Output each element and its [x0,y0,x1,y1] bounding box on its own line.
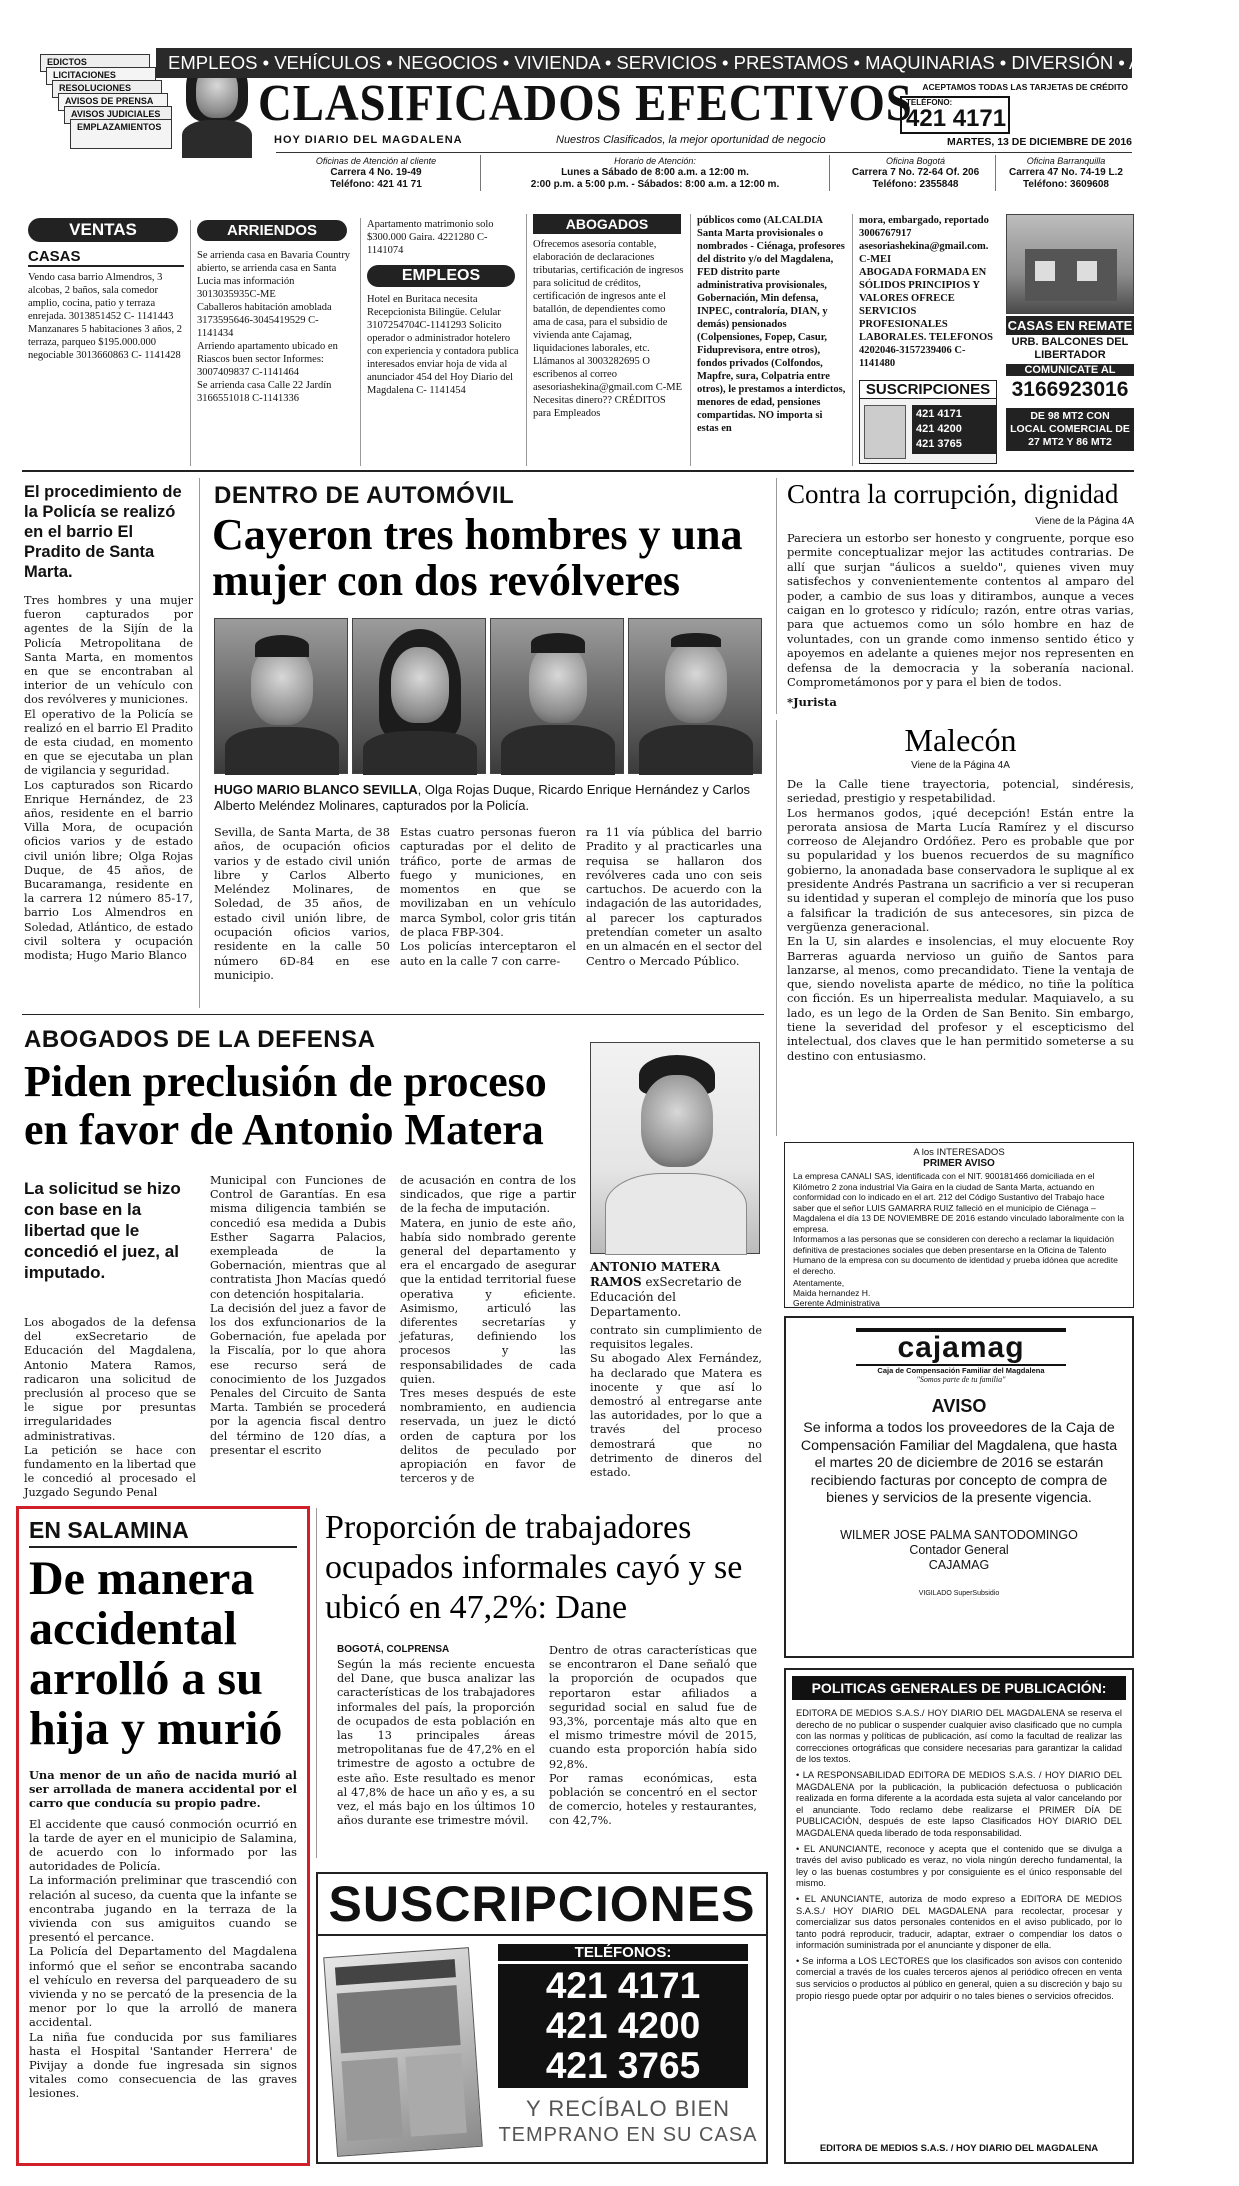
cajamag-sign1: WILMER JOSE PALMA SANTODOMINGO [840,1528,1078,1542]
politicas-title: POLITICAS GENERALES DE PUBLICACIÓN: [792,1676,1126,1700]
empleos-block [360,218,520,466]
abogados-tag: ABOGADOS [533,214,681,234]
photo-ricardo-enrique [490,618,624,774]
mora-text: mora, embargado, reportado 3006767917 asesoriashekina@gmail.com. C-MEI ABOGADA FORMADA EN SÓLIDOS PRINCIPIOS Y VALORES OFRECE SERVICIOS PROFESIONALES LABORALES. TELEFONOS 4202046-3157239406 C-1141480 [859,215,994,369]
suscripciones-small-box [859,380,997,464]
masthead-tagline: Nuestros Clasificados, la mejor oportunidad de negocio [556,134,826,146]
newspaper-thumb [864,405,906,459]
ventas-sub: CASAS [28,248,184,267]
masthead [36,48,1239,196]
matera-caption-name: ANTONIO MATERA RAMOS [590,1260,721,1289]
photo-olga-rojas [352,618,486,774]
salamina-headline: De manera accidental arrolló a su hija y murió [29,1552,283,1755]
article-automovil [24,478,764,1008]
divider [22,1014,764,1015]
automovil-caption [214,782,764,814]
matera-headline: Piden preclusión de proceso en favor de Antonio Matera [24,1057,547,1154]
office-label: Oficina Bogotá [885,156,946,166]
phone-line: 421 4171 [916,408,962,420]
cajamag-title: AVISO [931,1396,987,1416]
remate-title: CASAS EN REMATE [1007,318,1133,333]
empleos-text: Hotel en Buritaca necesita Recepcionista Bilingüe. Celular 3107254704C-1141293 Solicito operador o administrador hotelero con experiencia y contadora publica interesados enviar hoja de vida al anunciador 454 del Hoy Diario del Magdalena C- 1141454 [367,294,519,396]
folder-tab-emplazamientos: EMPLAZAMIENTOS [70,119,172,149]
office-label: Oficinas de Atención al cliente [315,156,437,166]
column-malecon [776,720,1134,1136]
folder-tab-avisos-judiciales: AVISOS JUDICIALES [64,106,172,124]
office-line: 2:00 p.m. a 5:00 p.m. - Sábados: 8:00 a.m. a 12:00 m. [530,179,780,190]
article-dane [316,1508,768,1858]
cajamag-logo [856,1328,1066,1388]
corrupcion-body: Pareciera un estorbo ser honesto y congruente, porque eso permite conceptualizar mejor las actitudes contrarias. De allí que surjan "áulicos a sueldo", quienes viven muy satisfechos y convenientemente contentos al amparo del poder, a cambio de sus loas y ditirambos, aunque a veces caigan en lo grotesco y ridículo; razón, entre otras varias, para que actuemos como un sólo hombre en haz de voluntades, con un grande como inmenso sentido ético y apoyemos en adelante a quienes mejor nos representen en defensa de la democracia y la soberanía nacional. Comprometámonos por y para el bien de todos. [787,531,1134,690]
photo-carlos-alberto [628,618,762,774]
cajamag-footer: VIGILADO SuperSubsidio [918,1590,1000,1597]
politicas-item: EDITORA DE MEDIOS S.A.S./ HOY DIARIO DEL MAGDALENA se reserva el derecho de no publicar o suspender cualquier aviso clasificado que no cumpla con las normas y políticas de publicación, así como la facultad de realizar las correcciones ortográficas que considere necesarias para garantizar la calidad de los textos. [796,1708,1122,1765]
empleos-tag: EMPLEOS [367,265,515,287]
matera-col3: contrato sin cumplimiento de requisitos legales. Su abogado Alex Fernández, ha declarado que Matera es inocente y que así lo demostró al entregarse ante las autoridades, por lo que a través del proceso demostrará que no detrimento de dineros del estado. [590,1324,762,1480]
salamina-body: El accidente que causó conmoción ocurrió en la tarde de ayer en el municipio de Salamina, de acuerdo con lo informado por las autoridades de Policía. La información preliminar que trascendió con relación al suceso, da cuenta que la infante se encontraba jugando en la terraza de la vivienda con sus amiguitos cuando se presentó el percance. La Policía del Departamento del Magdalena informó que el señor se encontraba sacando el vehículo en reversa del parqueadero de su vivienda y no se percató de la presencia de la menor por lo que la arrolló de manera accidental. La niña fue conducida por sus familiares hasta el Hospital 'Santander Herrera' de Pivijay a donde fue ingresada sin signos vitales como consecuencia de las graves lesiones. [29,1816,297,2101]
newspaper-photo [323,1947,483,2157]
automovil-col1: Sevilla, de Santa Marta, de 38 años, de ocupación oficios varios y de estado civil unión libre y Carlos Alberto Meléndez Molinares, de Soledad, de 35 años, de estado civil unión libre, de ocupación oficios varios, residente en la calle 50 número 6D-84 en ese municipio. [214,826,390,982]
politicas-footer: EDITORA DE MEDIOS S.A.S. / HOY DIARIO DEL MAGDALENA [819,2143,1099,2154]
arriendos-text: Se arrienda casa en Bavaria Country abierto, se arrienda casa en Santa Lucia mas información 3013035935C-ME Caballeros habitación amoblada 3173595646-3045419529 C- 1141434 Arriendo apartamento ubicado en Riascos buen sector Informes: 3007409837 C-1141464 Se arrienda casa Calle 22 Jardín 3166551018 C-1141336 [197,250,351,404]
photo-hugo-mario [214,618,348,774]
arriendos-cont-text: Apartamento matrimonio solo $300.000 Gaira. 4221280 C- 1141074 [367,219,494,256]
abogados-cont: públicos como (ALCALDIA Santa Marta provisionales o nombrados - Ciénaga, profesores del distrito y/o del Magdalena, FED distrito parte administrativa provisionales, Gobernación, Min defensa, INPEC, contraloría, DIAN, y demás) pensionados (Colpensiones, Fopep, Casur, Fiduprevisora, entre otros), fondos privados (Colfondos, Mapfre, sura, Colpatria entre otros), le prestamos a interdictos, menores de edad, pensiones compartidas. NO importa si estas en [690,214,846,466]
phone-label: TELÉFONO: [906,98,953,107]
folder-tab-resoluciones: RESOLUCIONES [52,80,162,98]
suscripciones-cta1: Y RECÍBALO BIEN [525,2096,731,2121]
canali-sign2: Maida hernandez H. [793,1288,871,1298]
side-body: Tres hombres y una mujer fueron capturados por agentes de la Sijín de la Policía Metropolitana de Santa Marta, en momentos en que se encontraban al interior de un vehículo con dos revólveres y municiones. El operativo de la Policía se realizó en el barrio El Pradito de esta ciudad, en momento en que se ejecutaba un plan de vigilancia y seguridad. Los capturados son Ricardo Enrique Hernández, de 23 años, residente en el barrio Villa Mora, de ocupación oficios varios y de estado civil unión libre; Olga Rojas Duque, de 45 años, de Bucaramanga, residente en la carrera 12 número 85-17, barrio Los Almendros en Soledad, Atlántico, de estado civil soltera y ocupación modista; Hugo Mario Blanco [24,594,193,963]
suscripciones-phone: 421 4200 [545,2005,701,2046]
abogados-text: Ofrecemos asesoría contable, elaboración de declaraciones tributarias, certificación de ingresos para solicitud de créditos, certificación de ingresos ante el batallón, de dependientes como ama de casa, para el subsidio de vivienda ante Cajamag, liquidaciones laborales, etc. Llámanos al 3003282695 O escribenos al correo asesoriashekina@gmail.com C-ME Necesitas dinero?? CRÉDITOS para Empleados [533,239,684,419]
cajamag-logo-motto: "Somos parte de tu familia" [916,1375,1006,1384]
caption-rest: , Olga Rojas Duque, Ricardo Enrique Hernández y Carlos Alberto Meléndez Molinares, capturados por la Policía. [214,782,751,813]
side-lead: El procedimiento de la Policía se realizó en el barrio El Pradito de Santa Marta. [24,483,182,581]
article-matera [24,1018,764,1500]
phone-box [900,96,1010,134]
side-column [24,478,200,1008]
notice-canali [784,1142,1134,1308]
folder-tab-edictos: EDICTOS [40,54,150,72]
office-line: Teléfono: 2355848 [872,179,959,190]
salamina-lead: Una menor de un año de nacida murió al ser arrollada de manera accidental por el carro que conducía su propio padre. [29,1768,297,1811]
folder-tab-licitaciones: LICITACIONES [46,67,156,85]
cajamag-logo-sub: Caja de Compensación Familiar del Magdalena [877,1366,1045,1375]
phone-number: 421 4171 [906,105,1007,132]
remate-cta: COMUNICATE AL [1006,364,1134,376]
politicas-item: • EL ANUNCIANTE, reconoce y acepta que el contenido que se divulga a través del aviso publicado es veraz, no viola ningún derecho fundamental, la ley o las buenas costumbres y por consiguiente es el único responsable del mismo. [796,1843,1122,1889]
masthead-subtitle: HOY DIARIO DEL MAGDALENA [274,134,463,146]
salamina-kicker: EN SALAMINA [29,1517,297,1548]
folder-tab-avisos-prensa: AVISOS DE PRENSA [58,93,168,111]
cajamag-sign [786,1528,1132,1573]
arriendos-block [190,220,354,466]
office-label: Oficina Barranquilla [1026,156,1106,166]
ventas-block [28,218,184,466]
matera-kicker: ABOGADOS DE LA DEFENSA [24,1026,376,1053]
office-line: Carrera 4 No. 19-49 [330,167,422,178]
offices-row [276,152,1132,196]
suscripciones-phone: 421 4171 [545,1965,701,2006]
office-line: Carrera 47 No. 74-19 L.2 [1009,167,1123,178]
dane-dateline: BOGOTÁ, COLPRENSA [337,1644,450,1655]
mora-block [852,214,1000,466]
canali-sign3: Gerente Administrativa [793,1298,880,1308]
automovil-col2: Estas cuatro personas fueron capturadas por el delito de tráfico, porte de armas de fuego y municiones, en momentos en que se movilizaban en un vehículo marca Symbol, color gris titán de placa FBP-304. Los policías interceptaron el auto en la calle 7 con carre- [400,826,576,968]
masthead-date: MARTES, 13 DE DICIEMBRE DE 2016 [947,136,1132,148]
suscripciones-title: SUSCRIPCIONES [318,1874,766,1936]
remate-details [1006,408,1134,451]
office-line: Teléfono: 3609608 [1023,179,1109,190]
remate-phone: 3166923016 [1011,378,1129,401]
canali-sub: PRIMER AVISO [923,1158,995,1169]
masthead-title: CLASIFICADOS EFECTIVOS [258,75,913,132]
cajamag-logo-text: cajamag [856,1328,1066,1366]
house-photo [1006,214,1134,314]
matera-col0: Los abogados de la defensa del exSecretario de Educación del Magdalena, Antonio Matera Ramos, radicaron una solicitud de preclusión al proceso que se le sigue por presuntas irregularidades administrativas. La petición se hace con fundamento en la libertad que le concedió al procesado el Juzgado Segundo Penal [24,1316,196,1500]
automovil-col3: ra 11 vía pública del barrio Pradito y al practicarles una requisa se hallaron dos revólveres cada uno con seis cartuchos. De acuerdo con la indagación de las autoridades, al parecer los capturados pretendían cometer un asalto en un almacén en el sector del Centro o Mercado Público. [586,826,762,968]
office-line: Lunes a Sábado de 8:00 a.m. a 12:00 m. [561,167,749,178]
matera-caption [590,1260,762,1320]
cajamag-sign3: CAJAMAG [928,1558,990,1572]
office-barranquilla [1000,155,1132,191]
ventas-text: Vendo casa barrio Almendros, 3 alcobas, 2 baños, sala comedor amplio, cocina, patio y terraza enrejada. 3013851452 C- 1141443 Manzanares 5 habitaciones 3 años, 2 terraza, parqueo $195.000.000 negociable 3013660863 C- 1141428 [28,272,182,361]
suscripciones-small-phones [912,405,996,454]
phone-line: 421 3765 [916,438,962,450]
arriendos-tag: ARRIENDOS [197,220,347,241]
dane-col2: Dentro de otras características que se encontraron el Dane señaló que la proporción de ocupados que reportaron estar afiliados a seguridad social en salud fue de 93,3%, porcentaje más alto que en el mismo trimestre móvil de 2015, cuando esta proporción había sido 92,8%. Por ramas económicas, esta población se concentró en el sector de comercio, hoteles y restaurantes, con 42,7%. [549,1644,757,1828]
canali-body: La empresa CANALI SAS, identificada con el NIT. 900181466 domiciliada en el Kilómetro 2 zona industrial Via Gaira en la ciudad de Santa Marta, actuando en conformidad con lo indicado en el art. 212 del Código Sustantivo del Trabajo hace saber que el señor LUIS GAMARRA RUIZ falleció en el municipio de Ciénaga – Magdalena el día 13 DE NOVIEMBRE DE 2016 estando vinculado laboralmente con la empresa. Informamos a las personas que se consideren con derecho a reclamar la liquidación definitiva de prestaciones sociales que deben presentarse en la Oficina de Talento Humano de la empresa con su documento de identidad y prueba idónea que acredite el derecho. [793,1171,1125,1276]
office-label: Horario de Atención: [614,156,696,166]
photo-antonio-matera [590,1042,760,1254]
cajamag-body: Se informa a todos los proveedores de la Caja de Compensación Familiar del Magdalena, que hasta el martes 20 de diciembre de 2016 se estarán recibiendo facturas por concepto de compra de bienes y servicios de la presente vigencia. [800,1420,1118,1506]
suscripciones-phones [498,1964,748,2088]
phone-line: 421 4200 [916,423,962,435]
article-salamina-box [16,1506,310,2166]
office-line: Carrera 7 No. 72-64 Of. 206 [851,167,980,178]
remate-sub: URB. BALCONES DEL LIBERTADOR [1011,336,1129,361]
folder-stack [40,54,172,150]
cards-note: ACEPTAMOS TODAS LAS TARJETAS DE CRÉDITO [922,82,1128,92]
malecon-ref: Viene de la Página 4A [911,760,1010,771]
automovil-kicker: DENTRO DE AUTOMÓVIL [214,482,515,509]
remate-line: LOCAL COMERCIAL DE [1010,423,1130,435]
canali-sign1: Atentamente, [793,1278,845,1288]
divider [22,470,1134,472]
malecon-title: Malecón [904,722,1017,758]
remate-line: 27 MT2 Y 86 MT2 [1028,436,1112,448]
cajamag-sign2: Contador General [909,1543,1009,1557]
politicas-box [784,1668,1134,2164]
office-hours [480,155,830,191]
mugshots [214,618,764,778]
office-line: Teléfono: 421 41 71 [330,179,422,190]
caption-names: HUGO MARIO BLANCO SEVILLA [214,782,418,797]
corrupcion-title: Contra la corrupción, dignidad [787,479,1119,509]
matera-col1: Municipal con Funciones de Control de Garantías. En esa misma diligencia también se concedió esa medida a Dubis Esther Sagarra Palacios, exempleada de la Gobernación, mientras que al contratista Jhon Macías quedó con detención hospitalaria. La decisión del juez a favor de los dos exfuncionarios de la Gobernación, fue apelada por la Fiscalía, por lo que ahora ese recurso será de conocimiento de los Juzgados Penales del Circuito de Santa Marta. También se procederá por la agencia fiscal dentro del término de 120 días, a presentar el escrito [210,1174,386,1457]
politicas-item: • EL ANUNCIANTE, autoriza de modo expreso a EDITORA DE MEDIOS S.A.S./ HOY DIARIO DEL MAGDALENA para recolectar, procesar y comercializar sus datos personales contenidos en el aviso publicado, por lo tanto podrá reproducir, traducir, adaptar, extraer o compendiar los datos o información suministrada por el anunciante y disponer de ella. [796,1893,1122,1951]
abogados-block [526,214,684,466]
politicas-item: • Se informa a LOS LECTORES que los clasificados son avisos con contenido comercial a través de los cuales terceros ajenos al periódico ofrecen en venta sus servicios o productos al público en general, quien a su discreción y bajo su propio riesgo puede optar por adquirir o no tales bienes o servicios ofrecidos. [796,1955,1122,2001]
matera-col2: de acusación en contra de los sindicados, que rige a partir de la fecha de imputación. Matera, en junio de este año, había sido nombrado gerente general del departamento y era el encargado de asegurar que la entidad territorial fuese operativa y eficiente. Asimismo, articuló las diferentes secretarías y jefaturas, definiendo los procesos y las responsabilidades de cada quien. Tres meses después de este nombramiento, en audiencia reservada, un juez le dictó orden de captura por los delitos de peculado por apropiación en favor de terceros y de [400,1174,576,1486]
column-corrupcion [776,478,1134,714]
suscripciones-cta2: TEMPRANO EN SU CASA [498,2124,758,2146]
politicas-items [786,1706,1132,2008]
automovil-headline: Cayeron tres hombres y una mujer con dos revólveres [212,510,743,605]
corrupcion-ref: Viene de la Página 4A [1035,516,1134,527]
dane-headline: Proporción de trabajadores ocupados informales cayó y se ubicó en 47,2%: Dane [325,1509,743,1626]
malecon-body: De la Calle tiene trayectoria, potencial, sindéresis, seriedad, prestigio y respetabilidad. Los hermanos godos, ¡qué decepción! Están entre la perorata ansiosa de Marta Lucía Ramírez y el discurso correoso de Alejandro Ordóñez. Pero es probable que por su popularidad y los buenos recuerdos de su magnífico gobierno, la anonadada base conservadora le suplique al ex presidente Andrés Pastrana un sacrificio a ver si recuperan su identidad y superan el complejo de minoría que los puso a falsificar la tradición de sus antecesores, sin pizca de vergüenza generacional. En la U, sin alardes e insolencias, el muy elocuente Roy Barreras aguarda nervioso un guiño de Santos para lanzarse, al menos, como precandidato. Tiene la ventaja de que, siendo novelista aparte de médico, no tiñe la política con ficción. Es un hiperrealista medular. Maquiavelo, a su lado, es un lego de la Orden de San Benito. Sin embargo, tiene la severidad del profesor y el escepticismo del intelectual, dos claves que le han permitido someterse a su destino con entusiasmo. [787,777,1134,1063]
suscripciones-small-title: SUSCRIPCIONES [860,381,996,399]
remate-block [1006,214,1134,466]
classifieds-section [24,212,1134,467]
matera-lead: La solicitud se hizo con base en la libertad que le concedió el juez, al imputado. [24,1179,181,1282]
dane-col1: Según la más reciente encuesta del Dane, que busca analizar las características de los trabajadores informales del país, la proporción de ocupados de esta población en las 13 principales áreas metropolitanas fue de 47,2% en el trimestre de agosto a octubre de este año. Este resultado es menor al 47,8% de hace un año y es, a su vez, el más bajo en los últimos 10 años durante ese trimestre móvil. [337,1658,535,1828]
suscripciones-ad [316,1872,768,2164]
suscripciones-phones-label: TELÉFONOS: [498,1944,748,1961]
canali-header: A los INTERESADOS [913,1147,1005,1158]
corrupcion-author: *Jurista [787,695,837,710]
categories-banner: EMPLEOS • VEHÍCULOS • NEGOCIOS • VIVIENDA • SERVICIOS • PRESTAMOS • MAQUINARIAS • DIVERSIÓN • ARRIENDOS [156,48,1132,78]
matera-caption-rest: exSecretario de Educación del Departamento. [590,1275,742,1319]
office-main [276,155,476,191]
ventas-tag: VENTAS [28,218,178,242]
suscripciones-phone: 421 3765 [545,2045,701,2086]
office-bogota [836,155,996,191]
notice-cajamag [784,1316,1134,1658]
remate-line: DE 98 MT2 CON [1030,410,1110,422]
politicas-item: • LA RESPONSABILIDAD EDITORA DE MEDIOS S.A.S. / HOY DIARIO DEL MAGDALENA por la publicación, la publicación defectuosa o publicación realizada en forma diferente a la acordada esta sujeta al valor cancelando por el anunciante. Todo reclamo debe realizarse el PRIMER DÍA DE PUBLICACIÓN, después de este lapso Clasificados HOY DIARIO DEL MAGDALENA queda liberado de toda responsabilidad. [796,1769,1122,1838]
